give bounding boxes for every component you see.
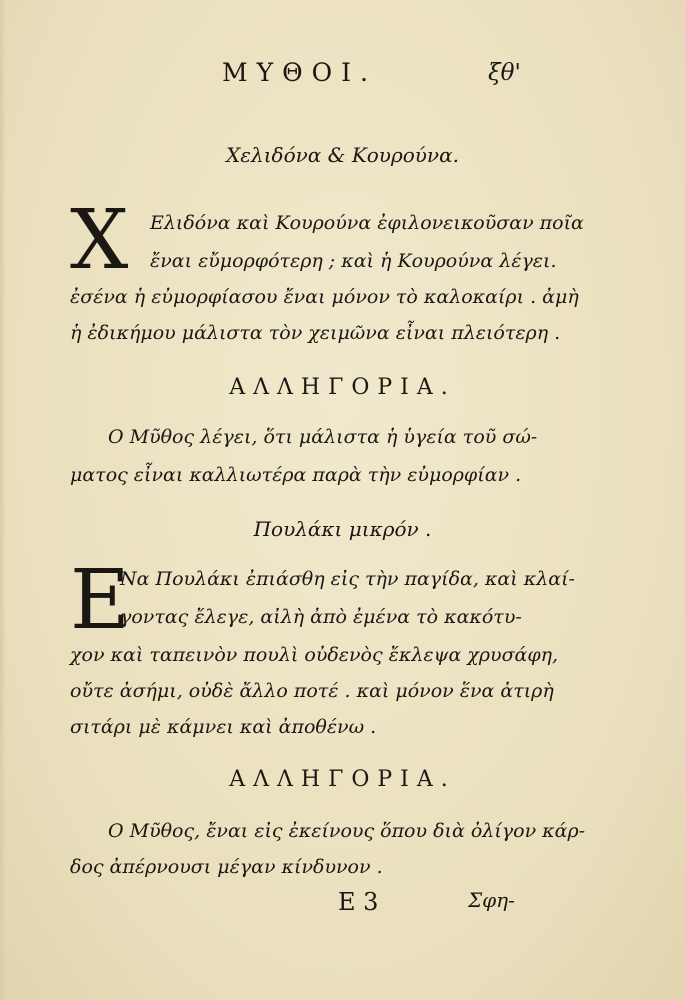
text-line: Να Πουλάκι ἐπιάσθη εἰς τὴν παγίδα, καὶ κλαί- bbox=[120, 568, 575, 590]
fable-title: Πουλάκι μικρόν . bbox=[253, 517, 432, 541]
text-line: δος ἀπέρνουσι μέγαν κίνδυνον . bbox=[70, 856, 383, 878]
text-line: Ο Μῦθος, ἔναι εἰς ἐκείνους ὅπου διὰ ὀλίγον κάρ- bbox=[108, 820, 586, 842]
catchword: Σφη- bbox=[468, 888, 515, 912]
text-line: ἔναι εὔμορφότερη ; καὶ ἡ Κουρούνα λέγει. bbox=[150, 250, 557, 272]
text-line: ἡ ἐδικήμου μάλιστα τὸν χειμῶνα εἶναι πλειότερη . bbox=[70, 322, 561, 344]
text-line: χον καὶ ταπεινὸν πουλὶ οὐδενὸς ἔκλεψα χρυσάφη, bbox=[70, 644, 559, 666]
allegory-heading: ΑΛΛΗΓΟΡΙΑ. bbox=[229, 767, 456, 792]
folio-number: ξθ' bbox=[488, 60, 521, 86]
running-title: ΜΥΘΟΙ. bbox=[222, 58, 377, 87]
text-line: ἐσένα ἡ εὐμορφίασου ἔναι μόνον τὸ καλοκαίρι . ἀμὴ bbox=[70, 286, 579, 308]
text-line: οὔτε ἀσήμι, οὐδὲ ἄλλο ποτέ . καὶ μόνον ἕνα ἀτιρὴ bbox=[70, 680, 554, 702]
text-line: γοντας ἔλεγε, αἰλὴ ἀπὸ ἐμένα τὸ κακότυ- bbox=[120, 606, 522, 628]
text-line: ματος εἶναι καλλιωτέρα παρὰ τὴν εὐμορφίαν . bbox=[70, 464, 522, 486]
signature-mark: Ε 3 bbox=[338, 888, 379, 916]
drop-cap-initial: Ε bbox=[70, 553, 130, 648]
fable-title: Χελιδόνα & Κουρούνα. bbox=[226, 143, 459, 167]
text-line: Ελιδόνα καὶ Κουρούνα ἐφιλονεικοῦσαν ποῖα bbox=[150, 212, 584, 234]
text-line: σιτάρι μὲ κάμνει καὶ ἀποθένω . bbox=[70, 716, 377, 738]
allegory-heading: ΑΛΛΗΓΟΡΙΑ. bbox=[229, 375, 456, 400]
text-line: Ο Μῦθος λέγει, ὅτι μάλιστα ἡ ὑγεία τοῦ σώ- bbox=[108, 426, 538, 448]
drop-cap-initial: Χ bbox=[70, 193, 129, 288]
